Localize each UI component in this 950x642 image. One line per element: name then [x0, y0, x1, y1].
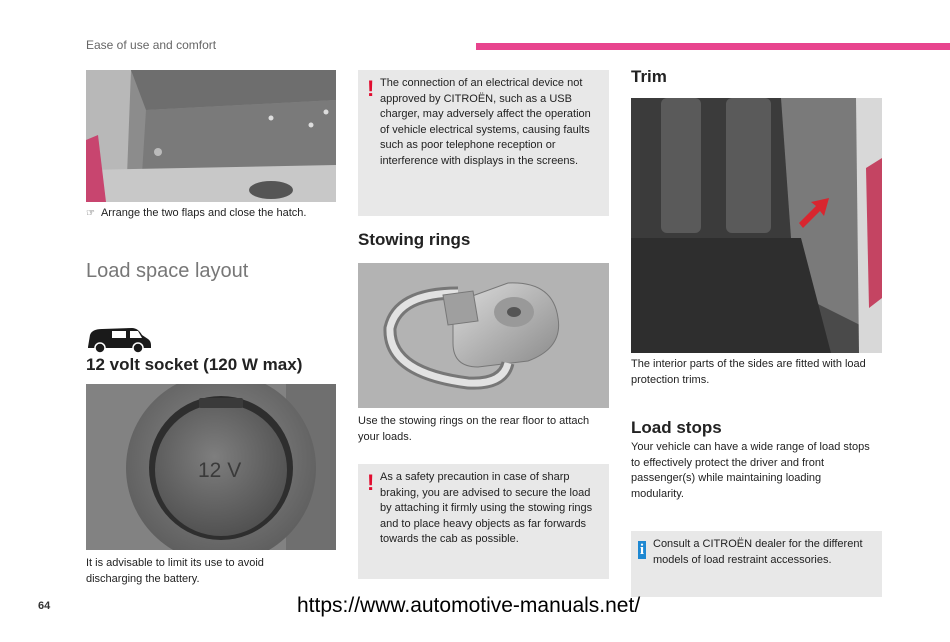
trim-caption: The interior parts of the sides are fitted with load protection trims.: [631, 358, 866, 386]
accent-bar: [476, 43, 950, 50]
warning-icon: !: [367, 470, 375, 495]
van-icon: [86, 325, 152, 358]
warning-text-electrical: The connection of an electrical device not approved by CITROËN, such as a USB charger, may adversely affect the operation of vehicle electrical systems, causing faults such as poor telephone reception or interference with displays in the screens.: [380, 77, 591, 167]
watermark-url: https://www.automotive-manuals.net/: [297, 594, 641, 617]
socket-illustration: [86, 384, 336, 550]
load-stops-heading: Load stops: [631, 418, 722, 437]
info-note: [631, 531, 882, 597]
page-number: 64: [38, 600, 51, 612]
hatch-illustration: [86, 70, 336, 202]
socket-label: 12 V: [198, 459, 242, 482]
trim-heading: Trim: [631, 67, 667, 86]
socket-heading: 12 volt socket (120 W max): [86, 355, 303, 374]
info-text: Consult a CITROËN dealer for the different models of load restraint accessories.: [653, 538, 863, 566]
info-icon: i: [639, 542, 645, 558]
load-stops-text: Your vehicle can have a wide range of load stops to effectively protect the driver and front passenger(s) while maintaining loading modularity.: [631, 441, 870, 500]
section-title: Ease of use and comfort: [86, 38, 217, 52]
pointing-hand-icon: ☞: [86, 208, 95, 219]
hatch-photo: [86, 70, 336, 202]
warning-note-electrical: [358, 70, 609, 216]
warning-icon: !: [367, 76, 375, 101]
socket-photo: [86, 384, 336, 550]
warning-note-braking: [358, 464, 609, 579]
warning-text-braking: As a safety precaution in case of sharp braking, you are advised to secure the load by attaching it firmly using the stowing rings and to place heavy objects as far forwards towards the cab as possible.: [380, 471, 593, 545]
trim-illustration: [631, 98, 882, 353]
socket-caption: It is advisable to limit its use to avoid discharging the battery.: [86, 557, 264, 585]
hatch-caption: ☞ Arrange the two flaps and close the hatch.: [86, 207, 307, 219]
stowing-ring-illustration: [358, 263, 609, 408]
stowing-caption: Use the stowing rings on the rear floor to attach your loads.: [358, 415, 590, 443]
load-space-heading: Load space layout: [86, 260, 249, 282]
stowing-heading: Stowing rings: [358, 230, 471, 249]
trim-photo: [631, 98, 882, 353]
stowing-ring-photo: [358, 263, 609, 408]
